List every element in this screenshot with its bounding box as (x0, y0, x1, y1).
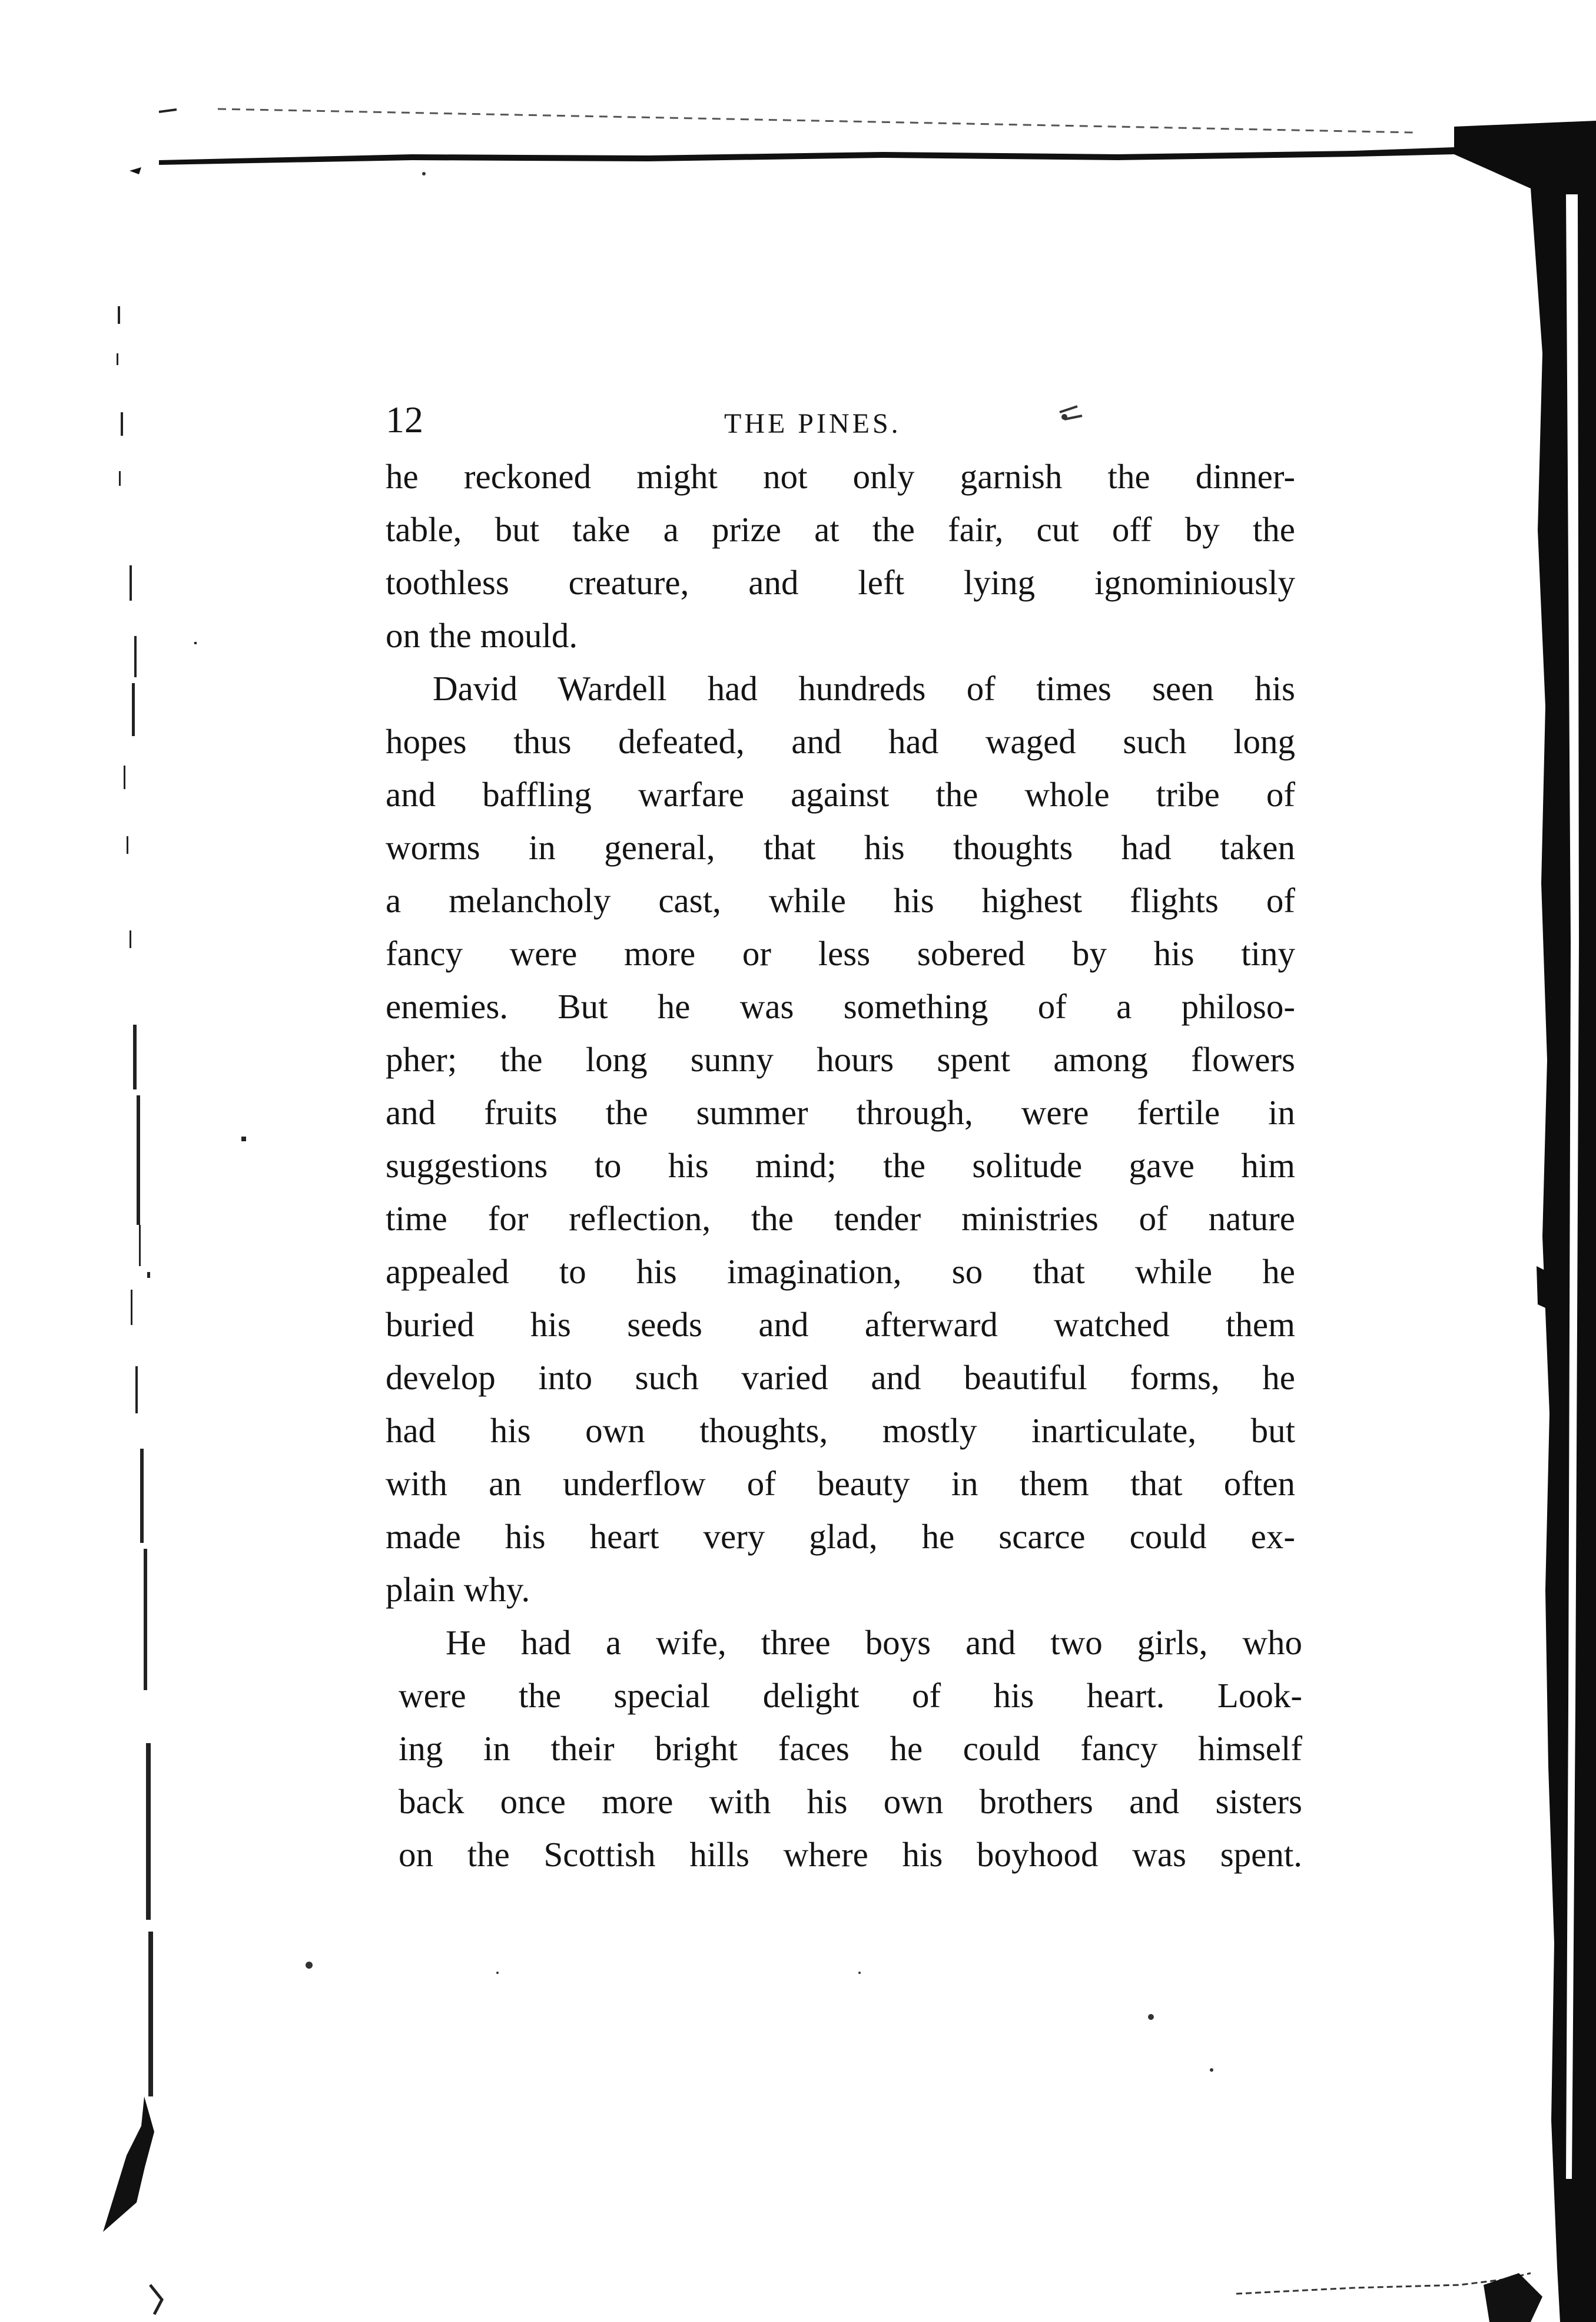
text-line: ing in their bright faces he could fancy himself (399, 1729, 1302, 1768)
text-line: appealed to his imagination, so that while he (386, 1252, 1295, 1291)
page-number: 12 (386, 399, 423, 440)
text-line: table, but take a prize at the fair, cut off by the (386, 510, 1295, 549)
text-line: buried his seeds and afterward watched them (386, 1305, 1295, 1344)
text-line: and fruits the summer through, were fertile in (386, 1093, 1295, 1132)
text-line: back once more with his own brothers and sisters (399, 1782, 1302, 1821)
text-line: enemies. But he was something of a philoso- (386, 987, 1295, 1026)
text-line: David Wardell had hundreds of times seen his (433, 669, 1295, 708)
book-page (386, 383, 1304, 1881)
bottom-left-hook (150, 2285, 162, 2314)
left-edge-specks (117, 306, 246, 2096)
left-edge-stroke-bottom (103, 2096, 154, 2232)
text-line: fancy were more or less sobered by his tiny (386, 934, 1295, 973)
text-line: hopes thus defeated, and had waged such long (386, 722, 1295, 761)
text-line: suggestions to his mind; the solitude gave him (386, 1146, 1295, 1185)
top-edge-dotted-rule (218, 109, 1413, 133)
text-line: were the special delight of his heart. Look- (399, 1676, 1302, 1715)
text-line: worms in general, that his thoughts had taken (386, 828, 1295, 867)
text-line: time for reflection, the tender ministries of nature (386, 1199, 1295, 1238)
top-edge-rule (159, 147, 1454, 165)
text-line: with an underflow of beauty in them that often (386, 1464, 1295, 1503)
paragraph-1 (386, 450, 1304, 662)
text-line: a melancholy cast, while his highest flights of (386, 881, 1295, 920)
text-line: on the Scottish hills where his boyhood was spent. (399, 1835, 1302, 1874)
text-line: he reckoned might not only garnish the dinner- (386, 457, 1295, 496)
text-line: develop into such varied and beautiful forms, he (386, 1358, 1295, 1397)
text-line: on the mould. (386, 616, 578, 655)
text-line: toothless creature, and left lying ignominiously (386, 563, 1295, 602)
text-line: had his own thoughts, mostly inarticulate, but (386, 1411, 1295, 1450)
text-line: pher; the long sunny hours spent among flowers (386, 1040, 1295, 1079)
running-head (386, 383, 1304, 442)
body-text (386, 450, 1304, 1881)
text-line: made his heart very glad, he scarce could ex- (386, 1517, 1295, 1556)
paragraph-2 (386, 662, 1304, 1616)
text-line: and baffling warfare against the whole tribe of (386, 775, 1295, 814)
text-line: plain why. (386, 1570, 530, 1609)
text-line: He had a wife, three boys and two girls, who (446, 1623, 1302, 1662)
paragraph-3 (386, 1616, 1304, 1881)
running-title: THE PINES. (724, 408, 901, 439)
top-left-dot (130, 167, 141, 174)
top-left-mark (159, 110, 177, 112)
